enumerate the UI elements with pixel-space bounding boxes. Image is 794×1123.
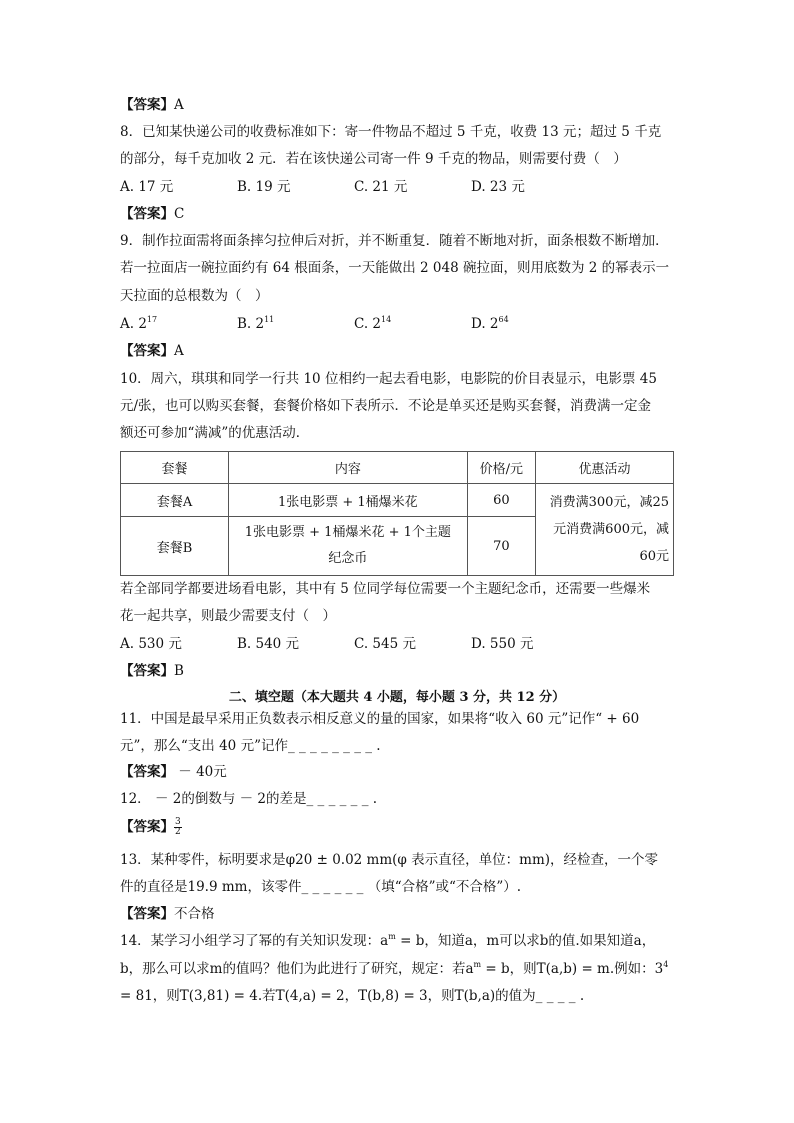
q14-line-1: 14．某学习小组学习了幂的有关知识发现：$a^m = b$，知道a，m可以求b的值.如果知道a，	[120, 932, 656, 949]
promo-line: 元消费满600元，减	[553, 522, 669, 537]
q11-line-1: 11．中国是最早采用正负数表示相反意义的量的国家，如果将“收入 60 元”记作“ + 60	[120, 711, 640, 727]
answer-label: 【答案】	[120, 764, 174, 780]
q8-answer	[120, 204, 184, 224]
option-a: A. 530 元	[120, 636, 182, 652]
package-content: 1张电影票 + 1桶爆米花	[229, 484, 468, 517]
option-c: C. $2^{14}$	[354, 315, 392, 332]
package-content: 1张电影票 + 1桶爆米花 + 1个主题 纪念币	[229, 517, 468, 576]
header-package: 套餐	[121, 452, 229, 484]
option-c: C. 545 元	[354, 636, 416, 652]
q14-line-3: = 81，则T(3,81) = 4.若T(4,a) = 2，T(b,8) = 3，则T(b,a)的值为_ _ _ _ .	[120, 988, 585, 1004]
q13-answer	[120, 904, 215, 924]
q8-options	[120, 177, 680, 197]
q10-line-4: 若全部同学都要进场看电影，其中有 5 位同学每位需要一个主题纪念币，还需要一些爆米	[120, 581, 651, 597]
price-table	[120, 451, 674, 576]
answer-label: 【答案】	[120, 97, 174, 113]
section-heading: 二、填空题（本大题共 4 小题，每小题 3 分，共 12 分）	[228, 690, 566, 705]
option-c: C. 21 元	[354, 179, 408, 195]
option-b: B. 19 元	[237, 179, 291, 195]
q11-answer	[120, 762, 227, 782]
q12-line-1: 12． － 2的倒数与 － 2的差是_ _ _ _ _ _ .	[120, 791, 378, 807]
option-a: A. $2^{17}$	[120, 315, 158, 332]
answer-value: － 40元	[174, 764, 227, 780]
option-d: D. 23 元	[471, 179, 525, 195]
answer-label: 【答案】	[120, 663, 174, 679]
q8-line-1: 8．已知某快递公司的收费标准如下：寄一件物品不超过 5 千克，收费 13 元；超过 5 千克	[120, 124, 662, 140]
option-b: B. $2^{11}$	[237, 315, 275, 332]
answer-value: C	[174, 206, 185, 222]
q13-line-1: 13．某种零件，标明要求是φ20 ± 0.02 mm(φ 表示直径，单位：mm)，经检查，一个零	[120, 852, 659, 868]
q10-line-5: 花一起共享，则最少需要支付（ ）	[120, 608, 336, 624]
q10-options	[120, 634, 680, 654]
q11-line-2: 元”，那么“支出 40 元”记作_ _ _ _ _ _ _ _ .	[120, 738, 381, 754]
answer-value: 不合格	[174, 906, 215, 922]
option-d: D. $2^{64}$	[471, 315, 509, 332]
q9-answer	[120, 341, 184, 361]
header-content: 内容	[229, 452, 468, 484]
header-price: 价格/元	[467, 452, 536, 484]
answer-label: 【答案】	[120, 906, 174, 922]
answer-label: 【答案】	[120, 819, 174, 835]
q10-line-1: 10．周六，琪琪和同学一行共 10 位相约一起去看电影，电影院的价目表显示，电影票 45	[120, 371, 657, 387]
promo-line: 消费满300元，减25	[549, 495, 669, 510]
table-header-row	[121, 452, 674, 484]
answer-value: A	[174, 97, 184, 113]
q14-line-2: b，那么可以求m的值吗？他们为此进行了研究，规定：若$a^m = b$，则T(a,b) = m.例如：$3^4$	[120, 960, 669, 977]
promo-line: 60元	[639, 549, 669, 564]
q10-line-2: 元/张，也可以购买套餐，套餐价格如下表所示．不论是单买还是购买套餐，消费满一定金	[120, 398, 652, 414]
answer-value: B	[174, 663, 184, 679]
answer-label: 【答案】	[120, 206, 174, 222]
table-row	[121, 484, 674, 517]
promo-cell	[536, 484, 674, 576]
option-b: B. 540 元	[237, 636, 300, 652]
q8-line-2: 的部分，每千克加收 2 元．若在该快递公司寄一件 9 千克的物品，则需要付费（ ）	[120, 151, 627, 167]
package-price: 60	[467, 484, 536, 517]
q9-line-2: 若一拉面店一碗拉面约有 64 根面条，一天能做出 2 048 碗拉面，则用底数为 2 的幂表示一	[120, 260, 670, 276]
package-price: 70	[467, 517, 536, 576]
q9-line-1: 9．制作拉面需将面条摔匀拉伸后对折，并不断重复．随着不断地对折，面条根数不断增加．	[120, 233, 669, 249]
package-name: 套餐B	[121, 517, 229, 576]
option-a: A. 17 元	[120, 179, 174, 195]
q13-line-2: 件的直径是19.9 mm，该零件_ _ _ _ _ _ （填“合格”或“不合格”）.	[120, 879, 522, 895]
q7-answer	[120, 95, 184, 115]
option-d: D. 550 元	[471, 636, 534, 652]
q10-line-3: 额还可参加“满减”的优惠活动．	[120, 425, 310, 441]
q9-options	[120, 314, 680, 334]
q12-answer	[120, 817, 182, 837]
answer-label: 【答案】	[120, 343, 174, 359]
q9-line-3: 天拉面的总根数为（ ）	[120, 288, 269, 304]
package-name: 套餐A	[121, 484, 229, 517]
q10-answer	[120, 661, 184, 681]
answer-fraction: $\frac{3}{2}$	[175, 817, 181, 837]
header-promo: 优惠活动	[536, 452, 674, 484]
answer-value: A	[174, 343, 184, 359]
